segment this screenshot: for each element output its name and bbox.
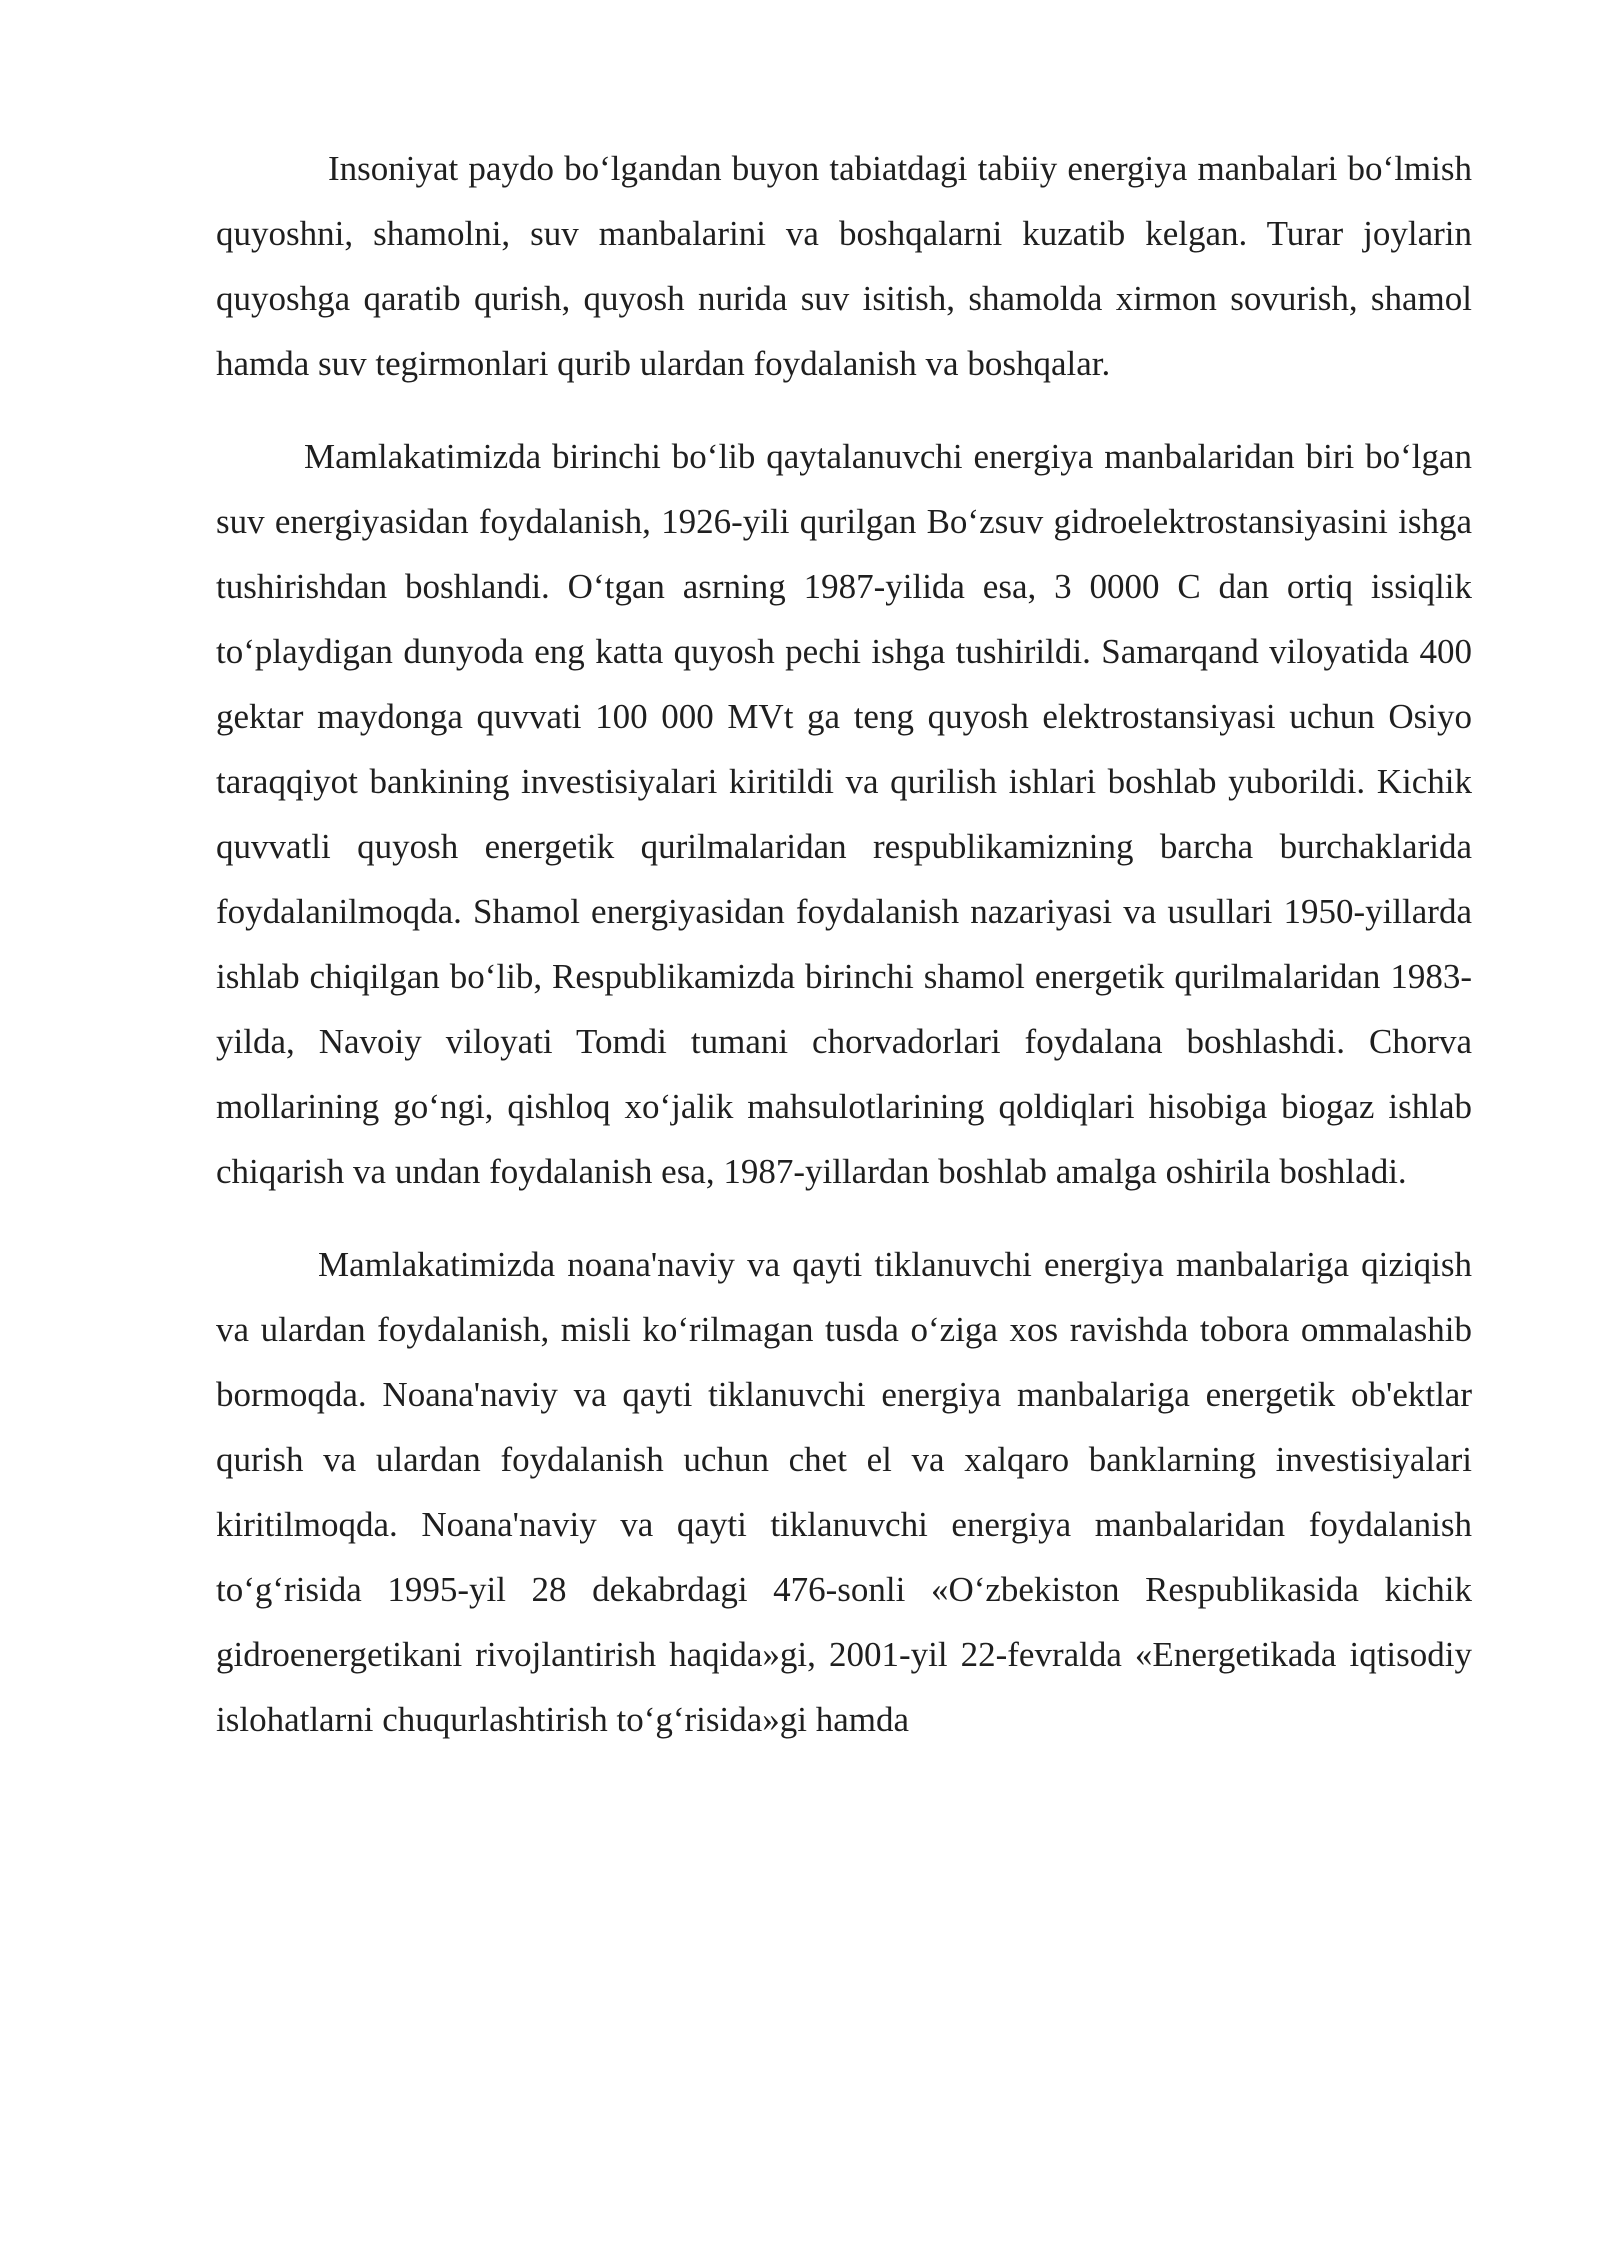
paragraph-2: Mamlakatimizda birinchi bo‘lib qaytalanuvchi energiya manbalaridan biri bo‘lgan suv energiyasidan foydalanish, 1926-yili qurilgan Bo‘zsuv gidroelektrostansiyasini ishga tushirishdan boshlandi. O‘tgan asrning 1987-yilida esa, 3 0000 C dan ortiq issiqlik to‘playdigan dunyoda eng katta quyosh pechi ishga tushirildi. Samarqand viloyatida 400 gektar maydonga quvvati 100 000 MVt ga teng quyosh elektrostansiyasi uchun Osiyo taraqqiyot bankining investisiyalari kiritildi va qurilish ishlari boshlab yuborildi. Kichik quvvatli quyosh energetik qurilmalaridan respublikamizning barcha burchaklarida foydalanilmoqda. Shamol energiyasidan foydalanish nazariyasi va usullari 1950-yillarda ishlab chiqilgan bo‘lib, Respublikamizda birinchi shamol energetik qurilmalaridan 1983-yilda, Navoiy viloyati Tomdi tumani chorvadorlari foydalana boshlashdi. Chorva mollarining go‘ngi, qishloq xo‘jalik mahsulotlarining qoldiqlari hisobiga biogaz ishlab chiqarish va undan foydalanish esa, 1987-yillardan boshlab amalga oshirila boshladi. [216,437,1472,1191]
paragraph-3: Mamlakatimizda noana'naviy va qayti tiklanuvchi energiya manbalariga qiziqish va ulardan foydalanish, misli ko‘rilmagan tusda o‘ziga xos ravishda tobora ommalashib bormoqda. Noana'naviy va qayti tiklanuvchi energiya manbalariga energetik ob'ektlar qurish va ulardan foydalanish uchun chet el va xalqaro banklarning investisiyalari kiritilmoqda. Noana'naviy va qayti tiklanuvchi energiya manbalaridan foydalanish to‘g‘risida 1995-yil 28 dekabrdagi 476-sonli «O‘zbekiston Respublikasida kichik gidroenergetikani rivojlantirish haqida»gi, 2001-yil 22-fevralda «Energetikada iqtisodiy islohatlarni chuqurlashtirish to‘g‘risida»gi hamda [216,1245,1472,1739]
document-body [216,136,1472,1752]
paragraph-1: Insoniyat paydo bo‘lgandan buyon tabiatdagi tabiiy energiya manbalari bo‘lmish quyoshni, shamolni, suv manbalarini va boshqalarni kuzatib kelgan. Turar joylarin quyoshga qaratib qurish, quyosh nurida suv isitish, shamolda xirmon sovurish, shamol hamda suv tegirmonlari qurib ulardan foydalanish va boshqalar. [216,149,1472,383]
